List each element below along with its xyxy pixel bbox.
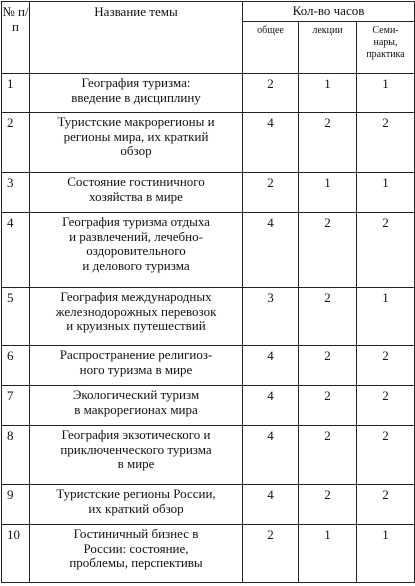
- table-row: [2, 426, 415, 485]
- row-topic: Гостиничный бизнес в России: состояние, проблемы, перспективы: [30, 525, 243, 583]
- row-seminar-hours: 1: [357, 173, 415, 213]
- row-number: 1: [2, 74, 30, 113]
- table-header: [2, 2, 415, 74]
- table-row: [2, 74, 415, 113]
- row-topic: Туристские макрорегионы и регионы мира, их краткий обзор: [30, 113, 243, 173]
- column-number-header: № п/п: [2, 2, 30, 74]
- row-number: 5: [2, 288, 30, 346]
- table-row: [2, 485, 415, 525]
- row-seminar-hours: 1: [357, 525, 415, 583]
- table-row: [2, 525, 415, 583]
- table-row: [2, 113, 415, 173]
- row-number: 3: [2, 173, 30, 213]
- row-topic: География туризма: введение в дисциплину: [30, 74, 243, 113]
- row-total-hours: 2: [243, 74, 299, 113]
- row-total-hours: 3: [243, 288, 299, 346]
- row-seminar-hours: 2: [357, 346, 415, 386]
- row-lecture-hours: 2: [299, 386, 357, 426]
- row-lecture-hours: 2: [299, 346, 357, 386]
- row-number: 10: [2, 525, 30, 583]
- row-total-hours: 2: [243, 525, 299, 583]
- row-number: 8: [2, 426, 30, 485]
- row-topic: Туристские регионы России, их краткий обзор: [30, 485, 243, 525]
- row-number: 9: [2, 485, 30, 525]
- row-lecture-hours: 2: [299, 426, 357, 485]
- column-hours-header: Кол-во часов: [243, 2, 415, 22]
- table-row: [2, 288, 415, 346]
- row-lecture-hours: 1: [299, 525, 357, 583]
- row-number: 7: [2, 386, 30, 426]
- row-total-hours: 4: [243, 113, 299, 173]
- curriculum-table: [1, 1, 415, 583]
- row-topic: География экзотического и приключенческого туризма в мире: [30, 426, 243, 485]
- column-total-header: общее: [243, 22, 299, 74]
- row-total-hours: 4: [243, 426, 299, 485]
- row-number: 2: [2, 113, 30, 173]
- table-body: [2, 74, 415, 583]
- row-seminar-hours: 1: [357, 288, 415, 346]
- row-seminar-hours: 1: [357, 74, 415, 113]
- row-seminar-hours: 2: [357, 113, 415, 173]
- row-lecture-hours: 1: [299, 173, 357, 213]
- row-total-hours: 4: [243, 346, 299, 386]
- row-lecture-hours: 2: [299, 288, 357, 346]
- table-row: [2, 213, 415, 288]
- column-title-header: Название темы: [30, 2, 243, 74]
- row-lecture-hours: 2: [299, 485, 357, 525]
- row-seminar-hours: 2: [357, 485, 415, 525]
- row-total-hours: 2: [243, 173, 299, 213]
- row-lecture-hours: 1: [299, 74, 357, 113]
- row-topic: Распространение религиоз- ного туризма в мире: [30, 346, 243, 386]
- row-seminar-hours: 2: [357, 213, 415, 288]
- row-total-hours: 4: [243, 485, 299, 525]
- row-lecture-hours: 2: [299, 213, 357, 288]
- table-row: [2, 386, 415, 426]
- column-seminars-header: Семи- нары, практика: [357, 22, 415, 74]
- row-lecture-hours: 2: [299, 113, 357, 173]
- row-total-hours: 4: [243, 386, 299, 426]
- row-topic: Состояние гостиничного хозяйства в мире: [30, 173, 243, 213]
- row-number: 4: [2, 213, 30, 288]
- row-total-hours: 4: [243, 213, 299, 288]
- table-row: [2, 173, 415, 213]
- row-topic: География международных железнодорожных перевозок и круизных путешествий: [30, 288, 243, 346]
- row-topic: Экологический туризм в макрорегионах мира: [30, 386, 243, 426]
- row-topic: География туризма отдыха и развлечений, лечебно- оздоровительного и делового туризма: [30, 213, 243, 288]
- row-number: 6: [2, 346, 30, 386]
- table-row: [2, 346, 415, 386]
- row-seminar-hours: 2: [357, 386, 415, 426]
- row-seminar-hours: 2: [357, 426, 415, 485]
- column-lectures-header: лекции: [299, 22, 357, 74]
